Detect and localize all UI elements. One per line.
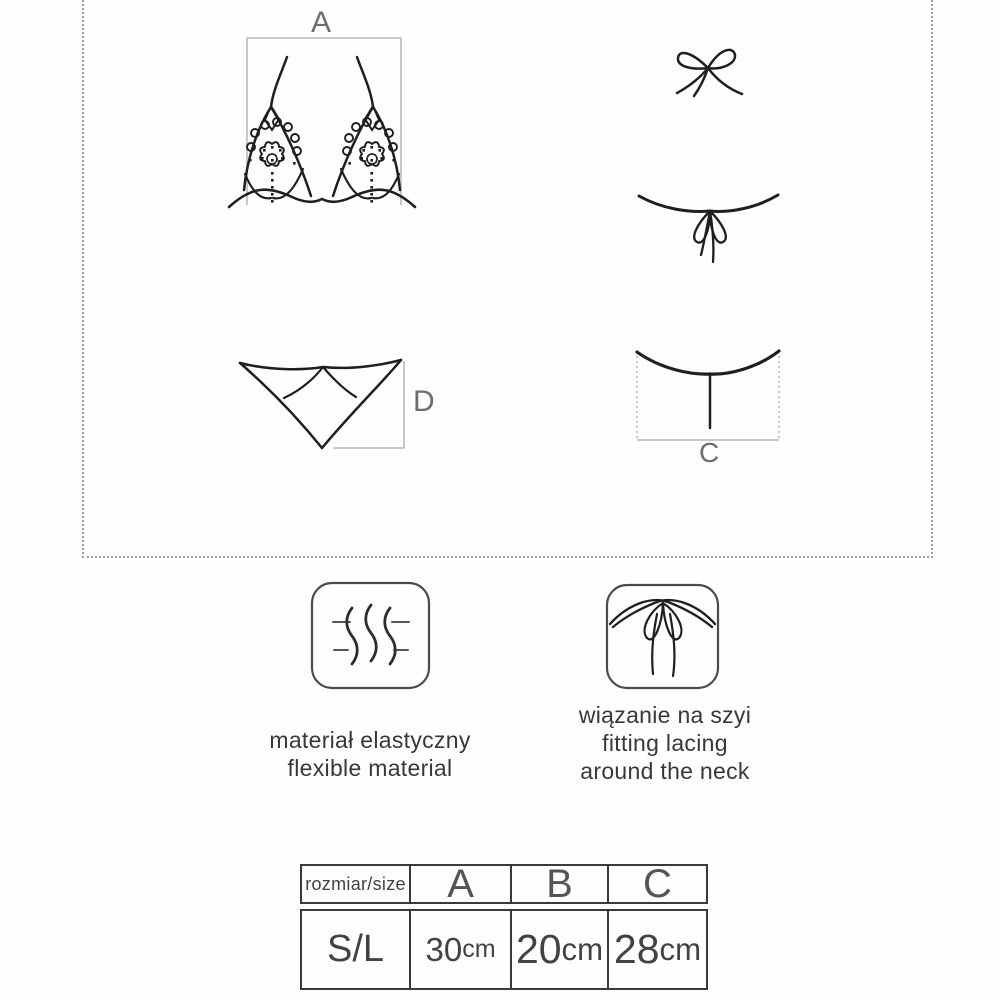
- measurement-c-label: C: [699, 437, 720, 468]
- measurement-d-bracket: [333, 361, 404, 448]
- back-tie-drawing: [639, 195, 778, 262]
- bikini-top-drawing: [229, 57, 415, 207]
- header-cell-size: rozmiar/size: [305, 873, 406, 894]
- value: 20: [515, 926, 562, 972]
- neck-lacing-caption: [535, 701, 795, 785]
- measurement-d-label: D: [413, 385, 435, 418]
- measurement-b-value: [510, 911, 607, 988]
- size-table-row: [300, 909, 708, 990]
- caption-line: around the neck: [580, 758, 750, 784]
- neck-lacing-icon: [607, 585, 718, 688]
- measurement-a-label: A: [311, 6, 332, 39]
- header-cell-b: B: [510, 866, 607, 902]
- caption-line: wiązanie na szyi: [578, 702, 752, 728]
- caption-line: flexible material: [287, 755, 453, 781]
- elastic-material-caption: [220, 726, 520, 782]
- unit: cm: [462, 935, 496, 963]
- measurement-c-bracket: [637, 356, 779, 440]
- measurement-c-value: [607, 911, 706, 988]
- unit: cm: [561, 931, 604, 967]
- size-value: S/L: [327, 928, 385, 970]
- back-band-drawing: [637, 351, 779, 428]
- caption-line: fitting lacing: [602, 730, 728, 756]
- neck-bow-drawing: [677, 50, 742, 96]
- header-cell-a: A: [409, 866, 510, 902]
- value: 28: [613, 926, 660, 972]
- unit: cm: [659, 931, 702, 967]
- header-cell-c: C: [607, 866, 706, 902]
- bikini-bottom-drawing: [240, 360, 401, 448]
- elastic-material-icon: [312, 583, 429, 688]
- value: 30: [425, 930, 463, 968]
- size-table-header: [300, 861, 708, 906]
- measurement-a-value: [409, 911, 510, 988]
- caption-line: materiał elastyczny: [269, 727, 471, 753]
